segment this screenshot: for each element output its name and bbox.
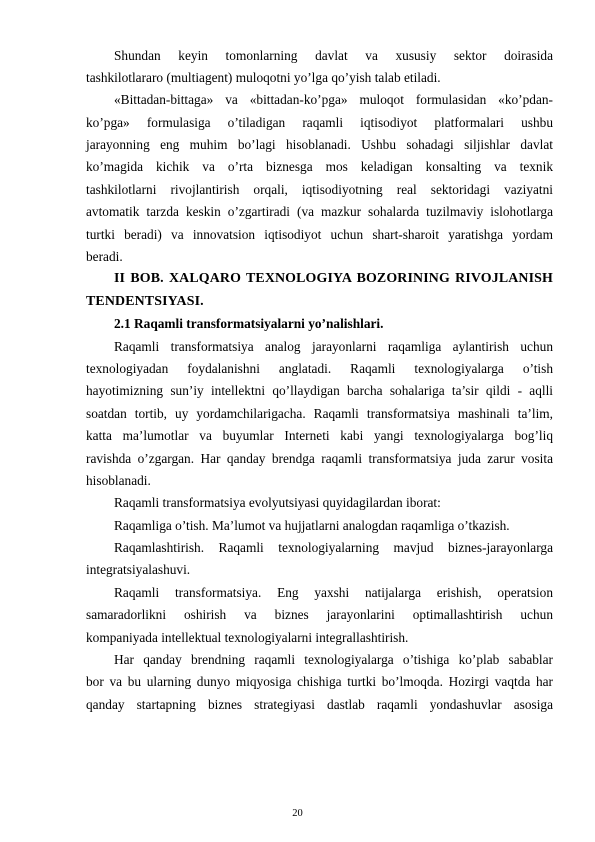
text-line: kompaniyada intellektual texnologiyalarni integrallashtirish. [86, 629, 409, 645]
text-line: integratsiyalashuvi. [86, 562, 191, 578]
chapter-heading-line: TENDENTSIYASI. [86, 293, 204, 309]
text-line: tashkilotlarni rivojlantirish orqali, iqtisodiyotning real sektoridagi vaziyatni [86, 181, 553, 197]
text-line: Shundan keyin tomonlarning davlat va xususiy sektor doirasida [114, 47, 553, 63]
chapter-heading-line: II BOB. XALQARO TEXNOLOGIYA BOZORINING RIVOJLANISH [114, 271, 553, 287]
text-line: tashkilotlararo (multiagent) muloqotni yo’lga qo’yish talab etiladi. [86, 69, 441, 85]
section-heading: 2.1 Raqamli transformatsiyalarni yo’nalishlari. [114, 316, 384, 332]
page-number: 20 [292, 808, 303, 819]
text-line: soatdan tortib, uy yordamchilarigacha. Raqamli transformatsiya mashinali ta’lim, [86, 405, 553, 421]
text-line: ko’pga» formulasiga o’tiladigan raqamli iqtisodiyot platformalari ushbu [86, 114, 553, 130]
text-line: Har qanday brendning raqamli texnologiyalarga o’tishiga ko’plab sabablar [114, 652, 553, 668]
text-line: samaradorlikni oshirish va biznes jarayonlarini optimallashtirish uchun [86, 607, 553, 623]
text-line: katta ma’lumotlar va buyumlar Interneti kabi yangi texnologiyalarga bog’liq [86, 428, 553, 444]
text-line: Raqamli transformatsiya analog jarayonlarni raqamliga aylantirish uchun [114, 338, 553, 354]
text-line: Raqamli transformatsiya. Eng yaxshi natijalarga erishish, operatsion [114, 584, 553, 600]
body-text [86, 45, 553, 717]
text-line: beradi. [86, 249, 123, 265]
text-line: «Bittadan-bittaga» va «bittadan-ko’pga» muloqot formulasidan «ko’pdan- [114, 92, 553, 108]
text-line: avtomatik tarzda keskin o’zgartiradi (va mazkur sohalarda tuzilmaviy islohotlarga [86, 204, 553, 220]
text-line: hayotimizning sun’iy intellektni qo’llaydigan barcha sohalariga ta’sir qildi - aqlli [86, 383, 553, 399]
text-line: qanday startapning biznes strategiyasi dastlab raqamli yondashuvlar asosiga [86, 696, 553, 712]
text-line: hisoblanadi. [86, 472, 151, 488]
text-line: Raqamlashtirish. Raqamli texnologiyalarning mavjud biznes-jarayonlarga [114, 540, 553, 556]
text-line: turtki beradi) va innovatsion iqtisodiyot uchun shart-sharoit yaratishga yordam [86, 226, 553, 242]
text-line: jarayonning eng muhim bo’lagi hisoblanadi. Ushbu sohadagi siljishlar davlat [86, 137, 553, 153]
text-line: Raqamliga o’tish. Ma’lumot va hujjatlarni analogdan raqamliga o’tkazish. [114, 517, 510, 533]
text-line: ko’magida kichik va o’rta biznesga mos keladigan konsalting va texnik [86, 159, 553, 175]
text-line: ravishda o’zgargan. Har qanday brendga raqamli transformatsiya juda zarur vosita [86, 450, 553, 466]
text-line: texnologiyadan foydalanishni anglatadi. Raqamli texnologiyalarga o’tish [86, 360, 553, 376]
text-line: Raqamli transformatsiya evolyutsiyasi quyidagilardan iborat: [114, 495, 441, 511]
text-line: bor va bu ularning dunyo miqyosiga chishiga turtki bo’lmoqda. Hozirgi vaqtda har [86, 674, 553, 690]
